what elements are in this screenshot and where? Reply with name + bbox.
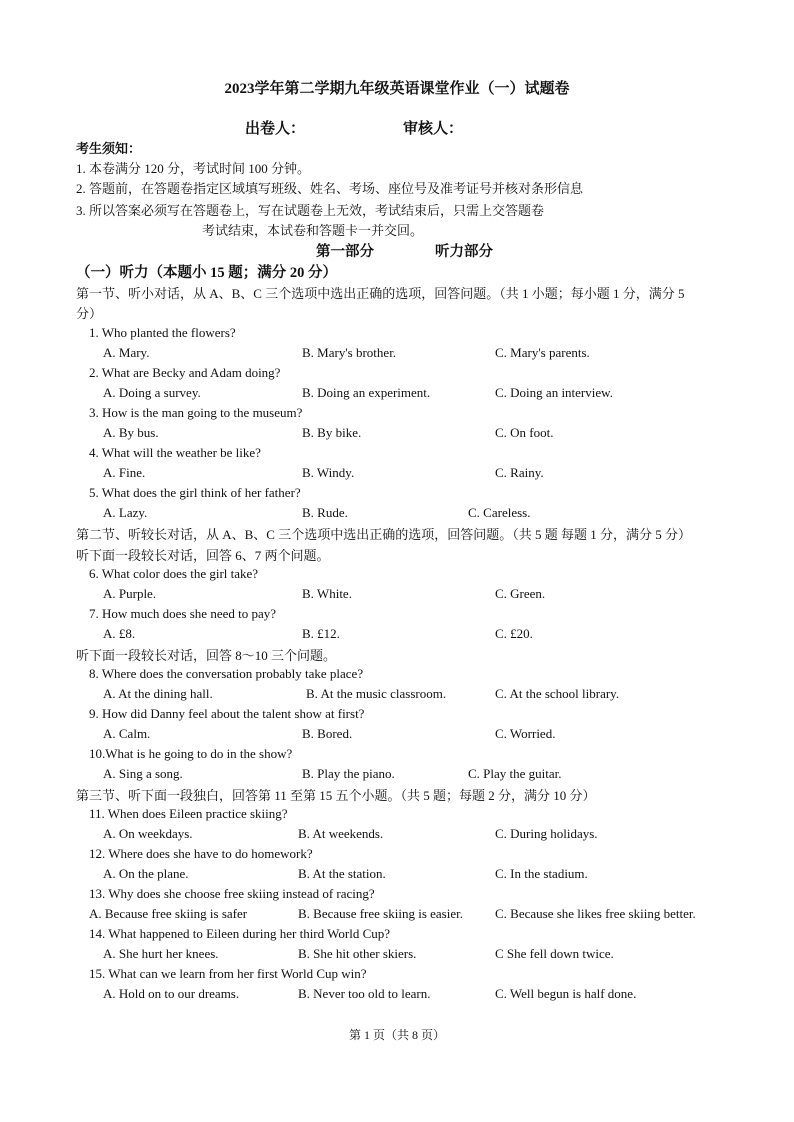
part-label: 第一部分 <box>316 244 374 260</box>
option-a: A. She hurt her knees. <box>103 946 219 961</box>
option-c: C. Worried. <box>495 726 556 741</box>
page-title: 2023学年第二学期九年级英语课堂作业（一）试题卷 <box>224 81 570 97</box>
option-a: A. Lazy. <box>103 505 148 520</box>
section3-instruction: 第三节、听下面一段独白，回答第 11 至第 15 五个小题。（共 5 题；每题 2 分，满分 10 分） <box>76 788 596 803</box>
section2-sub-instruction: 听下面一段较长对话，回答 6、7 两个问题。 <box>76 548 330 563</box>
option-a: A. Purple. <box>103 586 157 601</box>
option-c: C. Mary's parents. <box>495 345 590 360</box>
option-a: A. By bus. <box>103 425 159 440</box>
option-a: A. On the plane. <box>103 866 189 881</box>
option-c: C. On foot. <box>495 425 554 440</box>
option-a: A. At the dining hall. <box>103 686 213 701</box>
option-a: A. Calm. <box>103 726 151 741</box>
question-text: 15. What can we learn from her first World Cup win? <box>89 966 367 981</box>
option-b: B. She hit other skiers. <box>298 946 417 961</box>
question-text: 5. What does the girl think of her father? <box>89 485 301 500</box>
option-c: C. Doing an interview. <box>495 385 613 400</box>
option-c: C. Rainy. <box>495 465 544 480</box>
question-text: 9. How did Danny feel about the talent show at first? <box>89 706 365 721</box>
reviewer-label: 审核人： <box>403 121 464 137</box>
option-c: C. Because she likes free skiing better. <box>495 906 696 921</box>
option-a: A. Mary. <box>103 345 150 360</box>
question-text: 12. Where does she have to do homework? <box>89 846 313 861</box>
notice-item: 1. 本卷满分 120 分，考试时间 100 分钟。 <box>76 161 311 176</box>
option-b: B. At the music classroom. <box>306 686 447 701</box>
option-c: C. In the stadium. <box>495 866 588 881</box>
section2-instruction: 第二节、听较长对话，从 A、B、C 三个选项中选出正确的选项，回答问题。（共 5 题 每题 1 分，满分 5 分） <box>76 527 691 542</box>
option-b: B. Rude. <box>302 505 348 520</box>
question-text: 3. How is the man going to the museum? <box>89 405 303 420</box>
question-text: 13. Why does she choose free skiing instead of racing? <box>89 886 375 901</box>
question-text: 6. What color does the girl take? <box>89 566 259 581</box>
option-b: B. Because free skiing is easier. <box>298 906 463 921</box>
notice-continuation: 考试结束，本试卷和答题卡一并交回。 <box>202 223 424 238</box>
page-footer: 第 1 页（共 8 页） <box>348 1028 445 1042</box>
notice-heading: 考生须知： <box>76 141 142 156</box>
option-a: A. Because free skiing is safer <box>89 906 248 921</box>
option-a: A. Hold on to our dreams. <box>103 986 240 1001</box>
option-a: A. Fine. <box>103 465 146 480</box>
option-c: C. At the school library. <box>495 686 620 701</box>
section1-instruction-cont: 分） <box>76 306 103 321</box>
question-text: 1. Who planted the flowers? <box>89 325 236 340</box>
option-b: B. Windy. <box>302 465 355 480</box>
option-a: A. Sing a song. <box>103 766 183 781</box>
option-b: B. Bored. <box>302 726 353 741</box>
option-a: A. Doing a survey. <box>103 385 201 400</box>
option-b: B. At weekends. <box>298 826 384 841</box>
notice-item: 2. 答题前，在答题卷指定区域填写班级、姓名、考场、座位号及准考证号并核对条形信息 <box>76 181 584 196</box>
question-text: 14. What happened to Eileen during her third World Cup? <box>89 926 391 941</box>
option-a: A. £8. <box>103 626 136 641</box>
question-text: 11. When does Eileen practice skiing? <box>89 806 288 821</box>
option-b: B. Mary's brother. <box>302 345 397 360</box>
option-b: B. Doing an experiment. <box>302 385 431 400</box>
section1-instruction: 第一节、听小对话，从 A、B、C 三个选项中选出正确的选项，回答问题。（共 1 小题；每小题 1 分，满分 5 <box>76 286 685 301</box>
option-c: C She fell down twice. <box>495 946 614 961</box>
option-c: C. Play the guitar. <box>468 766 562 781</box>
option-b: B. White. <box>302 586 352 601</box>
question-text: 10.What is he going to do in the show? <box>89 746 293 761</box>
option-c: C. £20. <box>495 626 533 641</box>
option-c: C. During holidays. <box>495 826 598 841</box>
option-c: C. Green. <box>495 586 546 601</box>
question-text: 7. How much does she need to pay? <box>89 606 277 621</box>
notice-item: 3. 所以答案必须写在答题卷上，写在试题卷上无效，考试结束后，只需上交答题卷 <box>76 203 545 218</box>
question-text: 4. What will the weather be like? <box>89 445 261 460</box>
option-a: A. On weekdays. <box>103 826 193 841</box>
part-name: 听力部分 <box>435 244 493 260</box>
section2-sub-instruction: 听下面一段较长对话，回答 8～10 三个问题。 <box>76 648 337 663</box>
question-text: 8. Where does the conversation probably take place? <box>89 666 364 681</box>
author-label: 出卷人： <box>245 121 306 137</box>
option-c: C. Well begun is half done. <box>495 986 637 1001</box>
option-b: B. £12. <box>302 626 340 641</box>
option-c: C. Careless. <box>468 505 531 520</box>
option-b: B. Never too old to learn. <box>298 986 431 1001</box>
option-b: B. Play the piano. <box>302 766 395 781</box>
option-b: B. At the station. <box>298 866 386 881</box>
question-text: 2. What are Becky and Adam doing? <box>89 365 281 380</box>
option-b: B. By bike. <box>302 425 362 440</box>
listening-heading: （一）听力（本题小 15 题；满分 20 分） <box>76 265 337 281</box>
